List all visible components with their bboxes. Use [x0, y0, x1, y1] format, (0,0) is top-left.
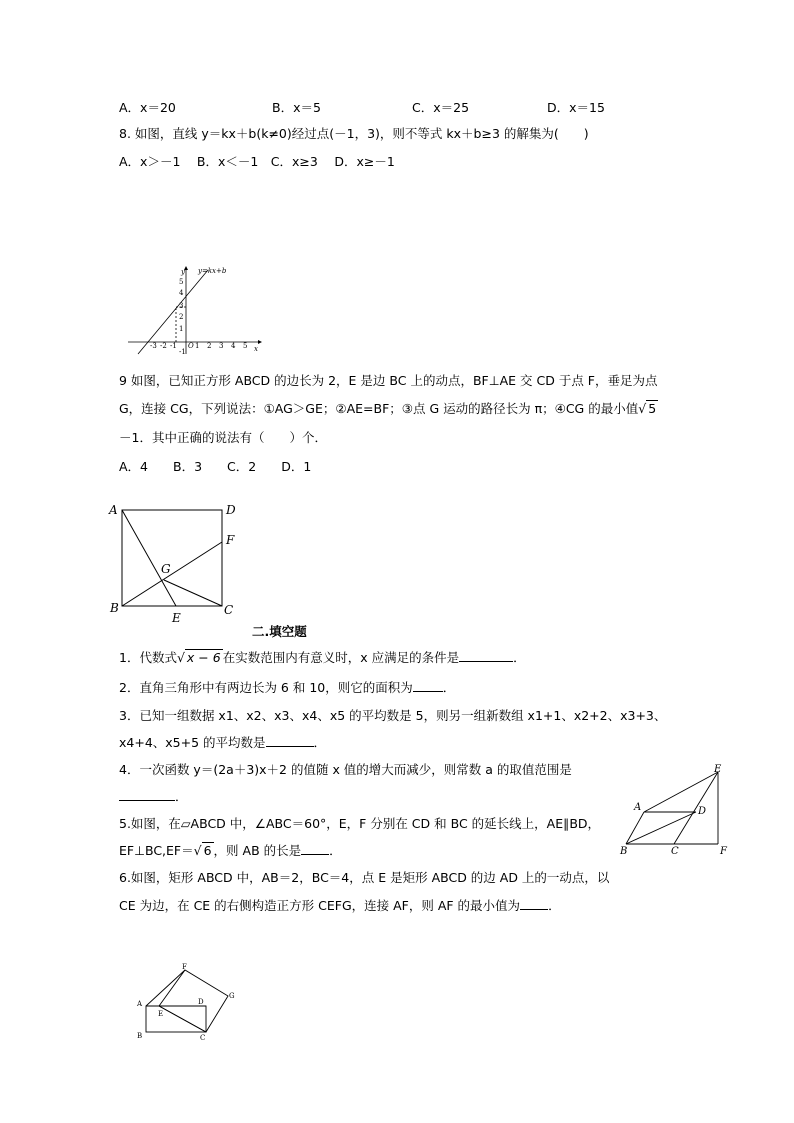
q9-label-e: E	[172, 611, 181, 625]
q8-ytick: 3	[179, 302, 184, 310]
q9-line3: －1．其中正确的说法有（ ）个．	[119, 430, 327, 445]
fill-q6-line1: 6.如图，矩形 ABCD 中，AB＝2，BC＝4，点 E 是矩形 ABCD 的边 AD 上的一动点，以	[119, 870, 610, 885]
q5-line-ae	[644, 772, 718, 812]
q9-figure	[106, 500, 246, 626]
fill-q5-figure	[618, 762, 734, 858]
q8-line-label: y=kx+b	[198, 267, 227, 275]
q5-line-ba	[626, 812, 644, 844]
q8-xtick: -3	[150, 342, 157, 350]
fill-q1: 1．代数式√ x − 6 在实数范围内有意义时，x 应满足的条件是 ．	[119, 650, 526, 665]
q9-options: A．4 B．3 C．2 D．1	[119, 459, 312, 474]
fill-q5-line2-pre: EF⊥BC,EF＝	[119, 843, 194, 858]
q7-option-c: C．x＝25	[412, 100, 470, 115]
fill-q4-line1: 4．一次函数 y＝(2a＋3)x＋2 的值随 x 值的增大而减少，则常数 a 的取值范围是	[119, 762, 572, 777]
q8-xtick: 2	[207, 342, 212, 350]
q9-segment-cg	[164, 580, 222, 606]
q8-x-label: x	[254, 345, 258, 353]
q8-stem: 8. 如图，直线 y＝kx＋b(k≠0)经过点(－1，3)，则不等式 kx＋b≥3 的解集为( )	[119, 126, 589, 141]
q8-ytick: 2	[179, 313, 184, 321]
fill-q3-line2: x4+4、x5+5 的平均数是 ．	[119, 735, 327, 750]
q6-line-ec	[159, 1006, 206, 1032]
q8-xtick: 5	[243, 342, 248, 350]
q8-xtick: 4	[231, 342, 236, 350]
q8-xtick: -2	[160, 342, 167, 350]
q9-square	[122, 510, 222, 606]
q8-ytick: 4	[179, 289, 184, 297]
q9-line2	[119, 399, 658, 417]
q5-line-ce	[674, 772, 718, 844]
q5-label-e: E	[714, 764, 722, 775]
fill-q1-sqrt: √ x − 6	[176, 650, 221, 665]
fill-q5-line1: 5.如图，在▱ABCD 中，∠ABC＝60°，E，F 分别在 CD 和 BC 的延长线上，AE∥BD，	[119, 816, 601, 831]
q5-label-a: A	[634, 802, 642, 813]
fill-q3-blank[interactable]	[266, 734, 314, 747]
q5-label-f: F	[720, 846, 727, 857]
fill-q1-pre: 1．代数式	[119, 650, 177, 665]
q6-line-af	[146, 970, 185, 1006]
fill-q1-post: 在实数范围内有意义时，x 应满足的条件是	[222, 650, 460, 665]
q7-option-a: A．x＝20	[119, 100, 176, 115]
fill-q2: 2．直角三角形中有两边长为 6 和 10，则它的面积为 ．	[119, 680, 456, 695]
q9-label-b: B	[110, 601, 119, 615]
q8-xtick: 1	[195, 342, 200, 350]
q5-line-bd	[626, 812, 696, 844]
q9-line1: 9 如图，已知正方形 ABCD 的边长为 2，E 是边 BC 上的动点，BF⊥AE 交 CD 于点 F，垂足为点	[119, 373, 658, 388]
q9-label-g: G	[161, 562, 171, 576]
q6-label-e: E	[158, 1010, 164, 1018]
q8-options: A．x＞－1 B．x＜－1 C．x≥3 D．x≥－1	[119, 154, 395, 169]
q5-label-d: D	[698, 806, 707, 817]
q9-sqrt: √ 5	[638, 401, 657, 416]
q6-rectangle	[146, 1006, 206, 1032]
q7-option-b: B．x＝5	[272, 100, 321, 115]
q9-radicand: 5	[648, 401, 657, 416]
fill-q6-line2-text: CE 为边，在 CE 的右侧构造正方形 CEFG，连接 AF，则 AF 的最小值为	[119, 898, 521, 913]
q9-label-c: C	[224, 603, 234, 617]
q6-label-f: F	[182, 963, 187, 971]
q6-label-c: C	[200, 1034, 206, 1042]
fill-q5-line2-post: ，则 AB 的长是	[213, 843, 302, 858]
fill-q4-line2: ．	[119, 787, 188, 805]
fill-q6-blank[interactable]	[520, 897, 548, 910]
q7-option-d: D．x＝15	[547, 100, 605, 115]
fill-q5-blank[interactable]	[301, 842, 329, 855]
q9-label-d: D	[226, 503, 236, 517]
q5-label-c: C	[671, 846, 679, 857]
fill-q2-text: 2．直角三角形中有两边长为 6 和 10，则它的面积为	[119, 680, 413, 695]
q6-label-a: A	[137, 1000, 143, 1008]
q8-ytick: 5	[179, 278, 184, 286]
fill-q6-figure	[134, 960, 246, 1042]
q9-label-f: F	[226, 533, 235, 547]
q8-figure	[128, 264, 264, 356]
fill-q5-radicand: 6	[203, 843, 212, 858]
fill-q6-line2: CE 为边，在 CE 的右侧构造正方形 CEFG，连接 AF，则 AF 的最小值为 ．	[119, 898, 561, 913]
q9-line2-text: G，连接 CG，下列说法：①AG＞GE；②AE=BF；③点 G 运动的路径长为 π；④CG 的最小值	[119, 401, 639, 416]
q8-y-label: y	[181, 268, 185, 276]
q8-origin-label: O	[188, 342, 194, 350]
q8-ytick: -1	[179, 348, 186, 356]
q8-xtick: 3	[219, 342, 224, 350]
q6-label-g: G	[229, 992, 235, 1000]
fill-q1-blank[interactable]	[459, 649, 513, 662]
fill-q5-sqrt: √ 6	[193, 843, 212, 858]
q8-xtick: -1	[170, 342, 177, 350]
q6-label-b: B	[137, 1032, 143, 1040]
q9-segment-bf	[122, 542, 222, 606]
q8-ytick: 1	[179, 325, 184, 333]
fill-q1-radicand: x − 6	[186, 650, 221, 665]
section2-title: 二.填空题	[252, 624, 307, 639]
q5-label-b: B	[620, 846, 628, 857]
fill-q2-blank[interactable]	[413, 679, 443, 692]
q9-segment-ae	[122, 510, 176, 606]
fill-q3-line1: 3．已知一组数据 x1、x2、x3、x4、x5 的平均数是 5，则另一组新数组 x1+1、x2+2、x3+3、	[119, 708, 667, 723]
fill-q3-line2-text: x4+4、x5+5 的平均数是	[119, 735, 266, 750]
q6-square	[159, 970, 228, 1032]
q6-label-d: D	[198, 998, 204, 1006]
q9-label-a: A	[109, 503, 118, 517]
fill-q4-blank[interactable]	[119, 788, 175, 801]
fill-q5-line2: EF⊥BC,EF＝√ 6 ，则 AB 的长是 ．	[119, 843, 342, 858]
